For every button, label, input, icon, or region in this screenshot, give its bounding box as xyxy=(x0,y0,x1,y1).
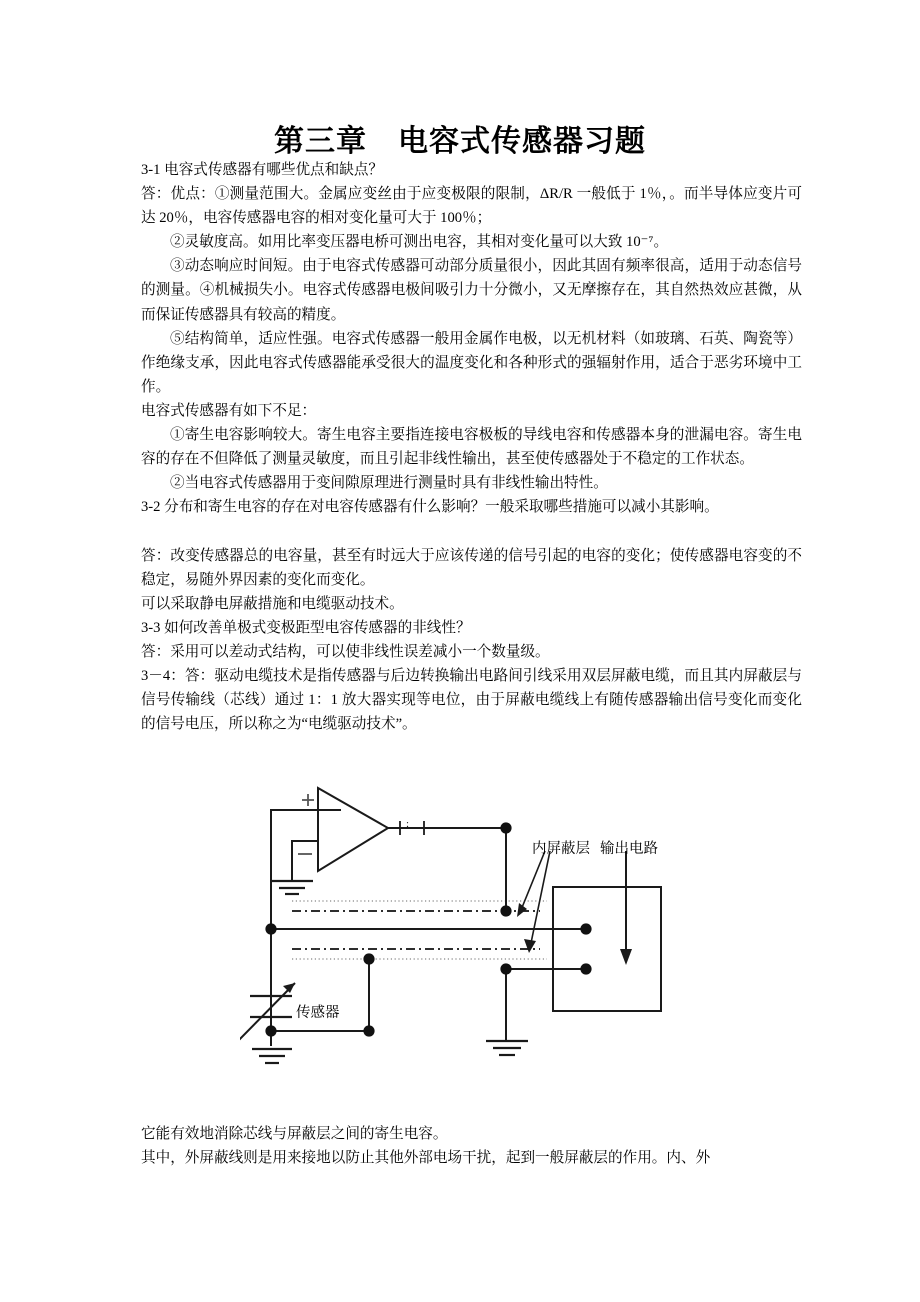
circuit-svg xyxy=(240,783,700,1083)
paragraph-a32-2: 可以采取静电屏蔽措施和电缆驱动技术。 xyxy=(141,595,404,612)
paragraph-a31-5: 电容式传感器有如下不足： xyxy=(141,402,317,419)
paragraph-spacer xyxy=(141,519,802,543)
lower-text-block xyxy=(141,1122,809,1170)
paragraph-a33: 答：采用可以差动式结构，可以使非线性误差减小一个数量级。 xyxy=(141,643,550,660)
amplifier-input-marks xyxy=(298,794,314,854)
paragraph-a31-7: ②当电容式传感器用于变间隙原理进行测量时具有非线性输出特性。 xyxy=(170,475,608,492)
paragraph-a31-2: ②灵敏度高。如用比率变压器电桥可测出电容，其相对变化量可以大致 10⁻⁷。 xyxy=(170,234,669,251)
output-circuit-label: 输出电路 xyxy=(600,841,658,857)
output-circuit-arrow xyxy=(620,851,632,965)
paragraph-a31-4: ⑤结构简单，适应性强。电容式传感器一般用金属作电极，以无机材料（如玻璃、石英、陶瓷等）作绝缘支承，因此电容式传感器能承受很大的温度变化和各种形式的强辐射作用，适合于恶劣环境中工作。 xyxy=(141,330,802,395)
paragraph-a34: 3－4：答：驱动电缆技术是指传感器与后边转换输出电路间引线采用双层屏蔽电缆，而且其内屏蔽层与信号传输线（芯线）通过 1：1 放大器实现等电位，由于屏蔽电缆线上有随传感器输出信号变化而变化的信号电压，所以称之为“电缆驱动技术”。 xyxy=(141,667,802,733)
amplifier-ground-symbol xyxy=(271,881,313,894)
gain-ratio-label: : xyxy=(406,818,410,830)
driven-cable-circuit-diagram xyxy=(240,783,700,1083)
inner-shield-leader-arrows xyxy=(517,851,550,953)
paragraph-a31-3: ③动态响应时间短。由于电容式传感器可动部分质量很小，因此其固有频率很高，适用于动态信号的测量。④机械损失小。电容式传感器电极间吸引力十分微小，又无摩擦存在，其自然热效应甚微，从而保证传感器具有较高的精度。 xyxy=(141,258,802,323)
output-ground-symbol xyxy=(486,1041,528,1055)
inner-shield-label: 内屏蔽层 xyxy=(532,841,590,857)
amplifier-triangle xyxy=(318,788,388,871)
page-title: 第三章 电容式传感器习题 xyxy=(274,125,646,159)
sensor-ground-symbol xyxy=(252,1049,292,1063)
sensor-label: 传感器 xyxy=(296,1005,340,1021)
paragraph-a31-1: 答：优点：①测量范围大。金属应变丝由于应变极限的限制，ΔR/R 一般低于 1％，。而半导体应变片可达 20％，电容传感器电容的相对变化量可大于 100％； xyxy=(141,186,802,227)
body-text-block xyxy=(141,158,802,736)
paragraph-a32-1: 答：改变传感器总的电容量，甚至有时远大于应该传递的信号引起的电容的变化；使传感器电容变的不稳定，易随外界因素的变化而变化。 xyxy=(141,547,802,588)
paragraph-q33: 3-3 如何改善单极式变极距型电容传感器的非线性？ xyxy=(141,619,471,636)
paragraph-q31: 3-1 电容式传感器有哪些优点和缺点？ xyxy=(141,162,384,178)
paragraph-l1: 它能有效地消除芯线与屏蔽层之间的寄生电容。 xyxy=(141,1126,448,1142)
output-circuit-box xyxy=(553,887,661,1011)
paragraph-a31-6: ①寄生电容影响较大。寄生电容主要指连接电容极板的导线电容和传感器本身的泄漏电容。寄生电容的存在不但降低了测量灵敏度，而且引起非线性输出，甚至使传感器处于不稳定的工作状态。 xyxy=(141,427,802,468)
paragraph-l2: 其中，外屏蔽线则是用来接地以防止其他外部电场干扰，起到一般屏蔽层的作用。内、外 xyxy=(141,1150,711,1167)
paragraph-q32: 3-2 分布和寄生电容的存在对电容传感器有什么影响？一般采取哪些措施可以减小其影响。 xyxy=(141,499,719,516)
